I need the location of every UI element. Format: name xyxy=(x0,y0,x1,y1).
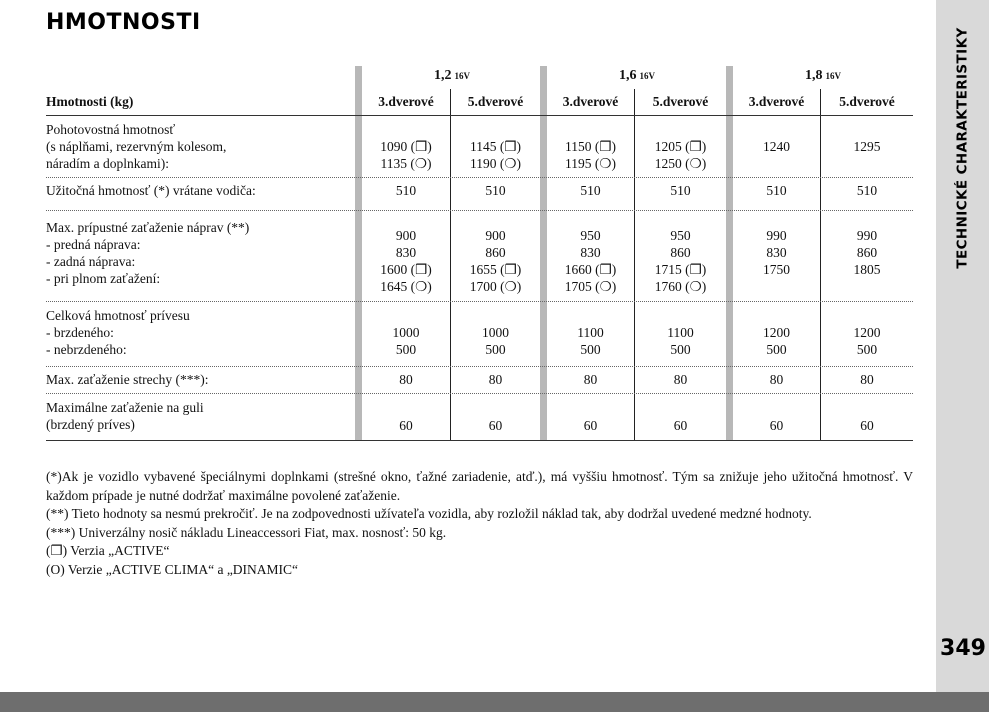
table-cell: 510 xyxy=(670,183,691,198)
table-cell: 1295 xyxy=(853,139,881,154)
table-cell: 60 xyxy=(769,418,784,433)
page-title: HMOTNOSTI xyxy=(46,10,201,35)
table-cell: 1240 xyxy=(763,139,790,154)
weights-table xyxy=(46,66,913,441)
table-cell: 990 830 1750 xyxy=(763,228,790,277)
table-cell: 80 xyxy=(399,372,413,387)
table-cell: 80 xyxy=(860,372,874,387)
column-header: 5.dverové xyxy=(652,94,709,109)
table-cell: 900 860 1655 (❒) 1700 (❍) xyxy=(469,228,522,294)
row-divider xyxy=(46,393,913,394)
column-header: 5.dverové xyxy=(839,94,895,109)
row-label: Celková hmotnosť prívesu - brzdeného: - nebrzdeného: xyxy=(46,308,190,357)
bottom-band xyxy=(0,692,989,712)
table-cell: 1000 500 xyxy=(392,325,420,357)
section-label xyxy=(938,18,988,278)
table-cell: 510 xyxy=(766,183,787,198)
header-rule xyxy=(46,115,913,116)
table-cell: 510 xyxy=(856,183,878,198)
column-header: 3.dverové xyxy=(378,94,434,109)
table-cell: 1150 (❒) 1195 (❍) xyxy=(565,139,616,171)
table-cell: 950 860 1715 (❒) 1760 (❍) xyxy=(654,228,707,294)
footnotes xyxy=(46,468,913,579)
table-cell: 1000 500 xyxy=(482,325,509,357)
column-header: 3.dverové xyxy=(748,94,805,109)
footnote: (**) Tieto hodnoty sa nesmú prekročiť. Je na zodpovednosti užívateľa vozidla, aby rozložil náklad tak, aby dodržal uvedené medzné hodnoty. xyxy=(46,506,812,521)
table-cell: 1200 500 xyxy=(853,325,881,357)
table-cell: 80 xyxy=(488,372,503,387)
row-label: Užitočná hmotnosť (*) vrátane vodiča: xyxy=(46,183,256,198)
table-cell: 510 xyxy=(580,183,601,198)
table-bottom-rule xyxy=(46,440,913,441)
row-label: Pohotovostná hmotnosť (s náplňami, rezervným kolesom, náradím a doplnkami): xyxy=(46,122,227,171)
row-divider xyxy=(46,301,913,302)
engine-header-1-8: 1,8 16V xyxy=(805,68,841,83)
table-cell: 950 830 1660 (❒) 1705 (❍) xyxy=(564,228,617,294)
footnote: (O) Verzie „ACTIVE CLIMA“ a „DINAMIC“ xyxy=(46,561,299,577)
row-header: Hmotnosti (kg) xyxy=(46,94,134,109)
table-cell: 80 xyxy=(769,372,784,387)
section-label-text: TECHNICKÉ CHARAKTERISTIKY xyxy=(955,27,971,269)
engine-header-1-6: 1,6 16V xyxy=(619,68,655,83)
table-cell: 900 830 1600 (❒) 1645 (❍) xyxy=(380,228,432,294)
table-cell: 1200 500 xyxy=(763,325,790,357)
table-cell: 60 xyxy=(399,418,413,433)
table-cell: 80 xyxy=(673,372,688,387)
table-cell: 60 xyxy=(860,418,874,433)
column-divider-bar xyxy=(726,66,733,441)
table-cell: 60 xyxy=(488,418,503,433)
table-cell: 1100 500 xyxy=(577,325,604,357)
row-divider xyxy=(46,210,913,211)
table-cell: 80 xyxy=(583,372,598,387)
table-cell: 1100 500 xyxy=(667,325,694,357)
row-label: Maximálne zaťaženie na guli (brzdený príves) xyxy=(46,400,204,432)
table-cell: 60 xyxy=(583,418,598,433)
footnote: (❒) Verzia „ACTIVE“ xyxy=(46,543,170,558)
table-cell: 60 xyxy=(673,418,688,433)
column-divider-bar xyxy=(355,66,362,441)
row-divider xyxy=(46,366,913,367)
table-cell: 1090 (❒) 1135 (❍) xyxy=(380,139,432,171)
column-divider-bar xyxy=(540,66,547,441)
footnote: (*)Ak je vozidlo vybavené špeciálnymi doplnkami (strešné okno, ťažné zariadenie, atď.), má vyššiu hmotnosť. Tým sa znižuje jeho užitočná hmotnosť. V každom prípade je nutné dodržať maximálne povolené zaťaženie. xyxy=(46,469,913,503)
row-divider xyxy=(46,177,913,178)
footnote: (***) Univerzálny nosič nákladu Lineaccessori Fiat, max. nosnosť: 50 kg. xyxy=(46,524,447,540)
page-number: 349 xyxy=(940,636,986,661)
table-cell: 1205 (❒) 1250 (❍) xyxy=(654,139,707,171)
row-label: Max. prípustné zaťaženie náprav (**) - predná náprava: - zadná náprava: - pri plnom zaťažení: xyxy=(46,220,250,286)
engine-header-1-2: 1,2 16V xyxy=(434,68,470,83)
column-header: 3.dverové xyxy=(562,94,619,109)
table-cell: 510 xyxy=(485,183,506,198)
table-cell: 990 860 1805 xyxy=(853,228,881,277)
table-cell: 510 xyxy=(395,183,417,198)
row-label: Max. zaťaženie strechy (***): xyxy=(46,372,209,387)
column-header: 5.dverové xyxy=(467,94,524,109)
table-cell: 1145 (❒) 1190 (❍) xyxy=(470,139,521,171)
